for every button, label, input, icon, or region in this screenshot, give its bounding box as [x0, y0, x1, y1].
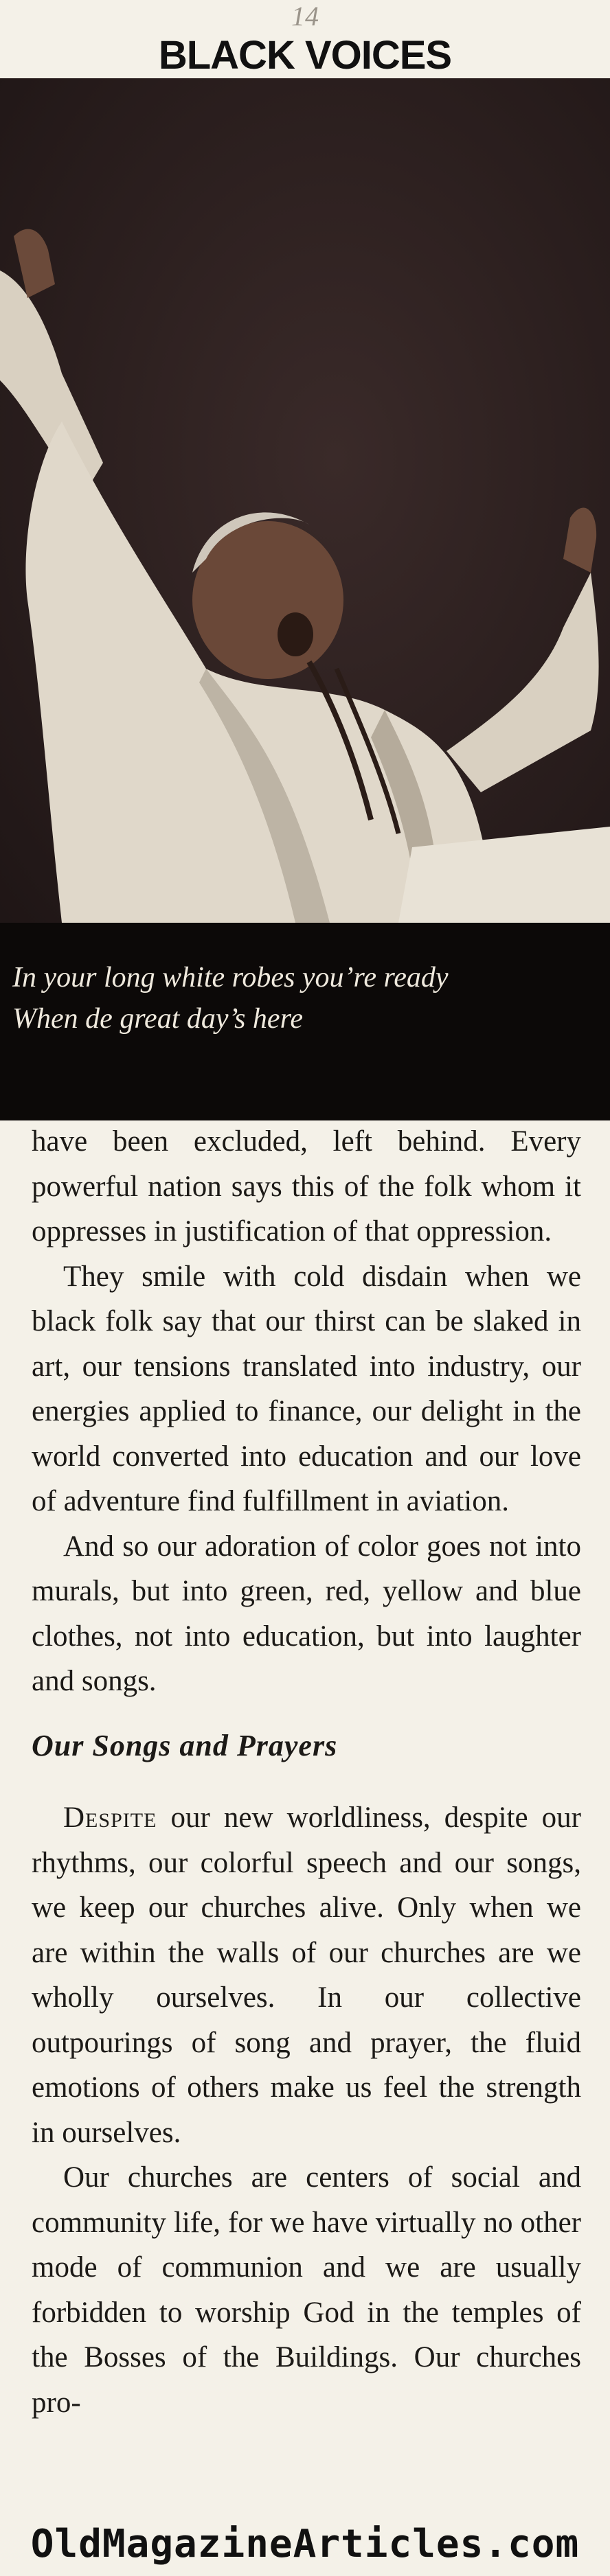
article-body [32, 1119, 581, 2425]
running-title: BLACK VOICES [158, 33, 452, 78]
singer-illustration [0, 78, 610, 923]
paragraph-4-lead: Despite [63, 1802, 157, 1834]
photo-caption [0, 923, 610, 1120]
paragraph-5: Our churches are centers of social and community life, for we have virtually no other mode of communion and we are usually forbidden to worship God in the temples of the Bosses of the Buildings. Our churches pro- [32, 2161, 581, 2419]
photograph-singer [0, 78, 610, 923]
caption-line-2: When de great day’s here [12, 1003, 303, 1035]
site-watermark: OldMagazineArticles.com [30, 2522, 580, 2566]
caption-line-1: In your long white robes you’re ready [12, 962, 449, 993]
paragraph-1: have been excluded, left behind. Every powerful nation says this of the folk whom it oppresses in justification of that oppression. [32, 1125, 581, 1247]
paragraph-3: And so our adoration of color goes not into murals, but into green, red, yellow and blue clothes, not into education, but into laughter and songs. [32, 1530, 581, 1697]
page-number: 14 [291, 1, 319, 32]
paragraph-4-text: our new worldliness, despite our rhythms, our colorful speech and our songs, we keep our churches alive. Only when we are within the walls of our churches are we wholly ourselves. In our collective outpourings of song and prayer, the fluid emotions of others make us feel the strength in ourselves. [32, 1802, 581, 2149]
paragraph-2: They smile with cold disdain when we black folk say that our thirst can be slaked in art, our tensions translated into industry, our energies applied to finance, our delight in the world converted into education and our love of adventure find fulfillment in aviation. [32, 1260, 581, 1517]
section-heading: Our Songs and Prayers [32, 1728, 338, 1762]
paragraph-4 [32, 1795, 581, 2155]
